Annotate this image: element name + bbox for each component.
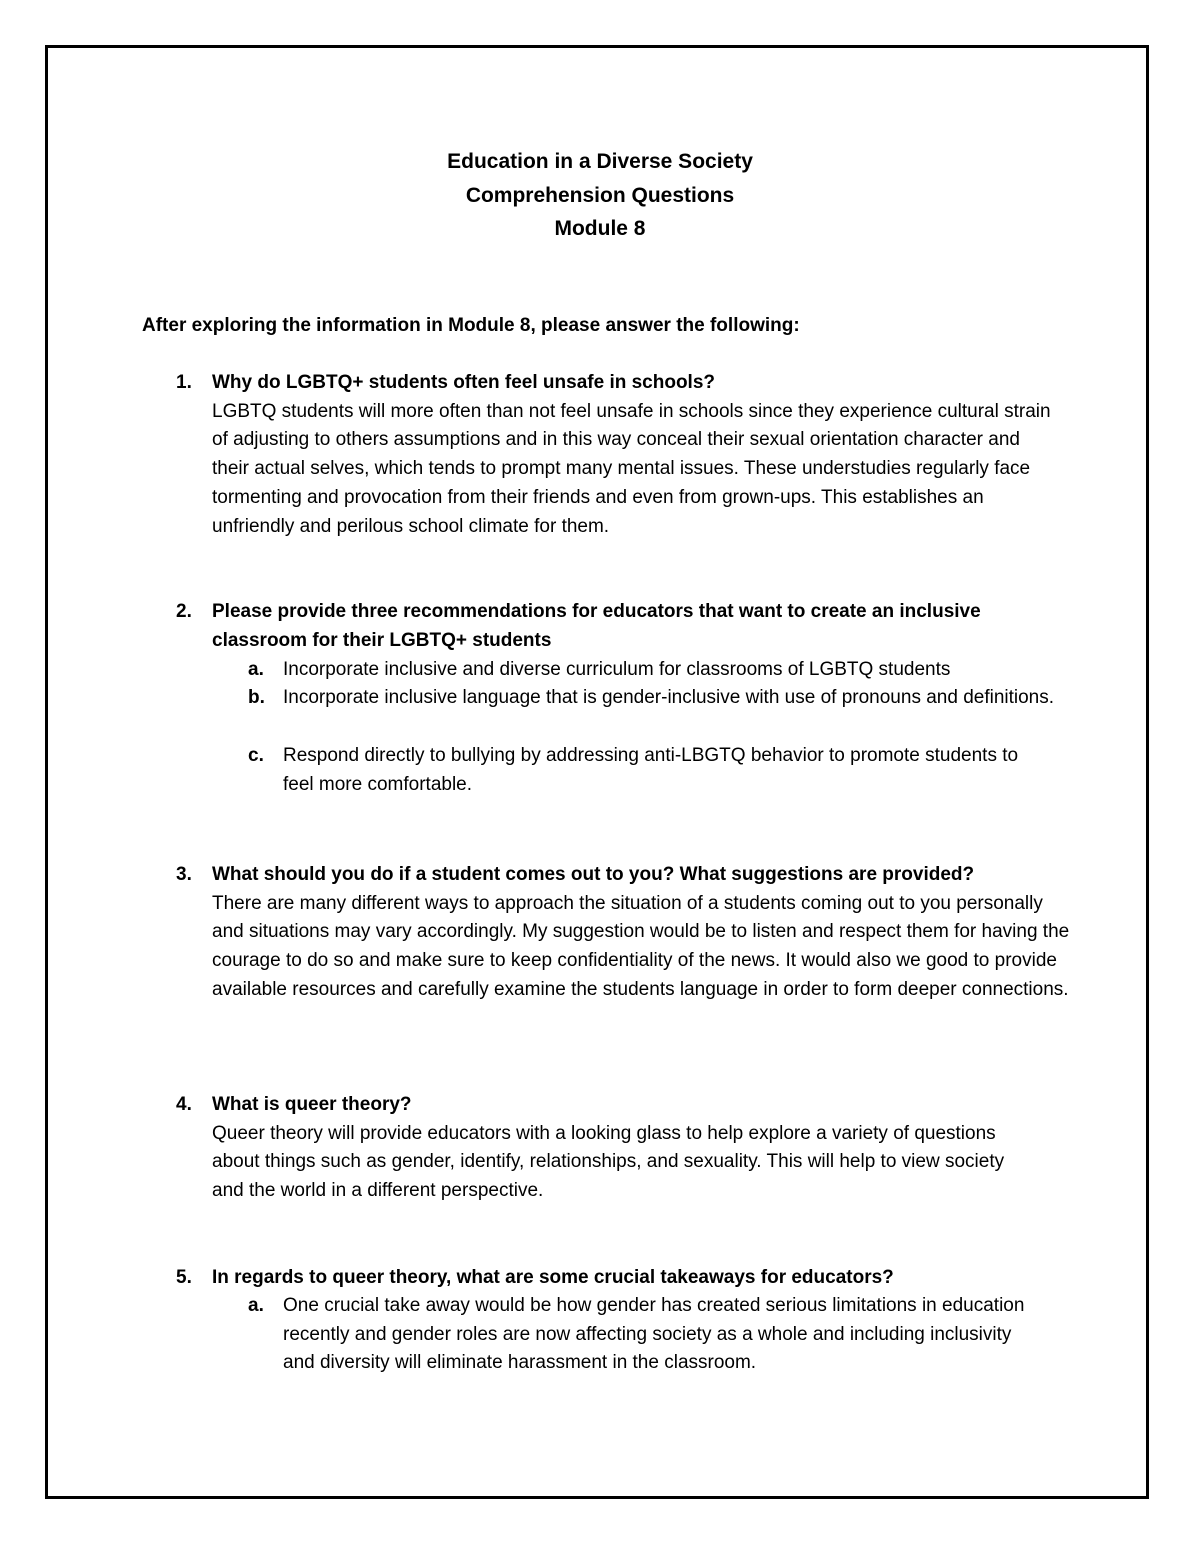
- answer-text: LGBTQ students will more often than not feel unsafe in schools since they experience cultural strain of adjusting to others assumptions and in this way conceal their sexual orientation character and their actual selves, which tends to prompt many mental issues. These understudies regularly face tormenting and provocation from their friends and even from grown-ups. This establishes an unfriendly and perilous school climate for them.: [212, 400, 1051, 537]
- question-text: In regards to queer theory, what are some crucial takeaways for educators?: [212, 1267, 894, 1288]
- answer-text: Queer theory will provide educators with a looking glass to help explore a variety of questions about things such as gender, identify, relationships, and sexuality. This will help to view society and the world in a different perspective.: [212, 1122, 1005, 1202]
- list-item-letter: a.: [248, 1295, 264, 1316]
- list-item: Incorporate inclusive language that is gender-inclusive with use of pronouns and definitions.: [283, 687, 1055, 708]
- question-number: 2.: [176, 601, 192, 622]
- question-number: 4.: [176, 1094, 192, 1115]
- question-block: [212, 1264, 1082, 1293]
- question-text: What should you do if a student comes out to you? What suggestions are provided?: [212, 864, 975, 885]
- list-item: One crucial take away would be how gender has created serious limitations in education recently and gender roles are now affecting society as a whole and including inclusivity and diversity will eliminate harassment in the classroom.: [283, 1295, 1025, 1374]
- question-text: What is queer theory?: [212, 1094, 412, 1115]
- question-number: 5.: [176, 1267, 192, 1288]
- list-item-letter: c.: [248, 745, 264, 766]
- intro-text: After exploring the information in Module 8, please answer the following:: [142, 315, 800, 336]
- module-label: Module 8: [554, 217, 646, 240]
- answer-text: There are many different ways to approach the situation of a students coming out to you personally and situations may vary accordingly. My suggestion would be to listen and respect them for having the courage to do so and make sure to keep confidentiality of the news. It would also we good to provide available resources and carefully examine the students language in order to form deeper connections.: [212, 892, 1070, 1000]
- question-number: 1.: [176, 372, 192, 393]
- question-text: Why do LGBTQ+ students often feel unsafe in schools?: [212, 372, 716, 393]
- document-subtitle: Comprehension Questions: [465, 183, 735, 207]
- document-header: [0, 145, 1200, 246]
- list-item: Incorporate inclusive and diverse curriculum for classrooms of LGBTQ students: [283, 659, 951, 680]
- list-item-letter: b.: [248, 687, 265, 708]
- question-number: 3.: [176, 864, 192, 885]
- document-title: Education in a Diverse Society: [447, 150, 753, 173]
- question-text: Please provide three recommendations for educators that want to create an inclusive classroom for their LGBTQ+ students: [212, 601, 981, 651]
- list-item: Respond directly to bullying by addressing anti-LBGTQ behavior to promote students to feel more comfortable.: [283, 745, 1019, 795]
- question-block: [212, 369, 1082, 541]
- list-item-letter: a.: [248, 659, 264, 680]
- question-block: [212, 861, 1082, 1005]
- question-block: [212, 598, 1062, 655]
- question-block: [212, 1091, 1082, 1206]
